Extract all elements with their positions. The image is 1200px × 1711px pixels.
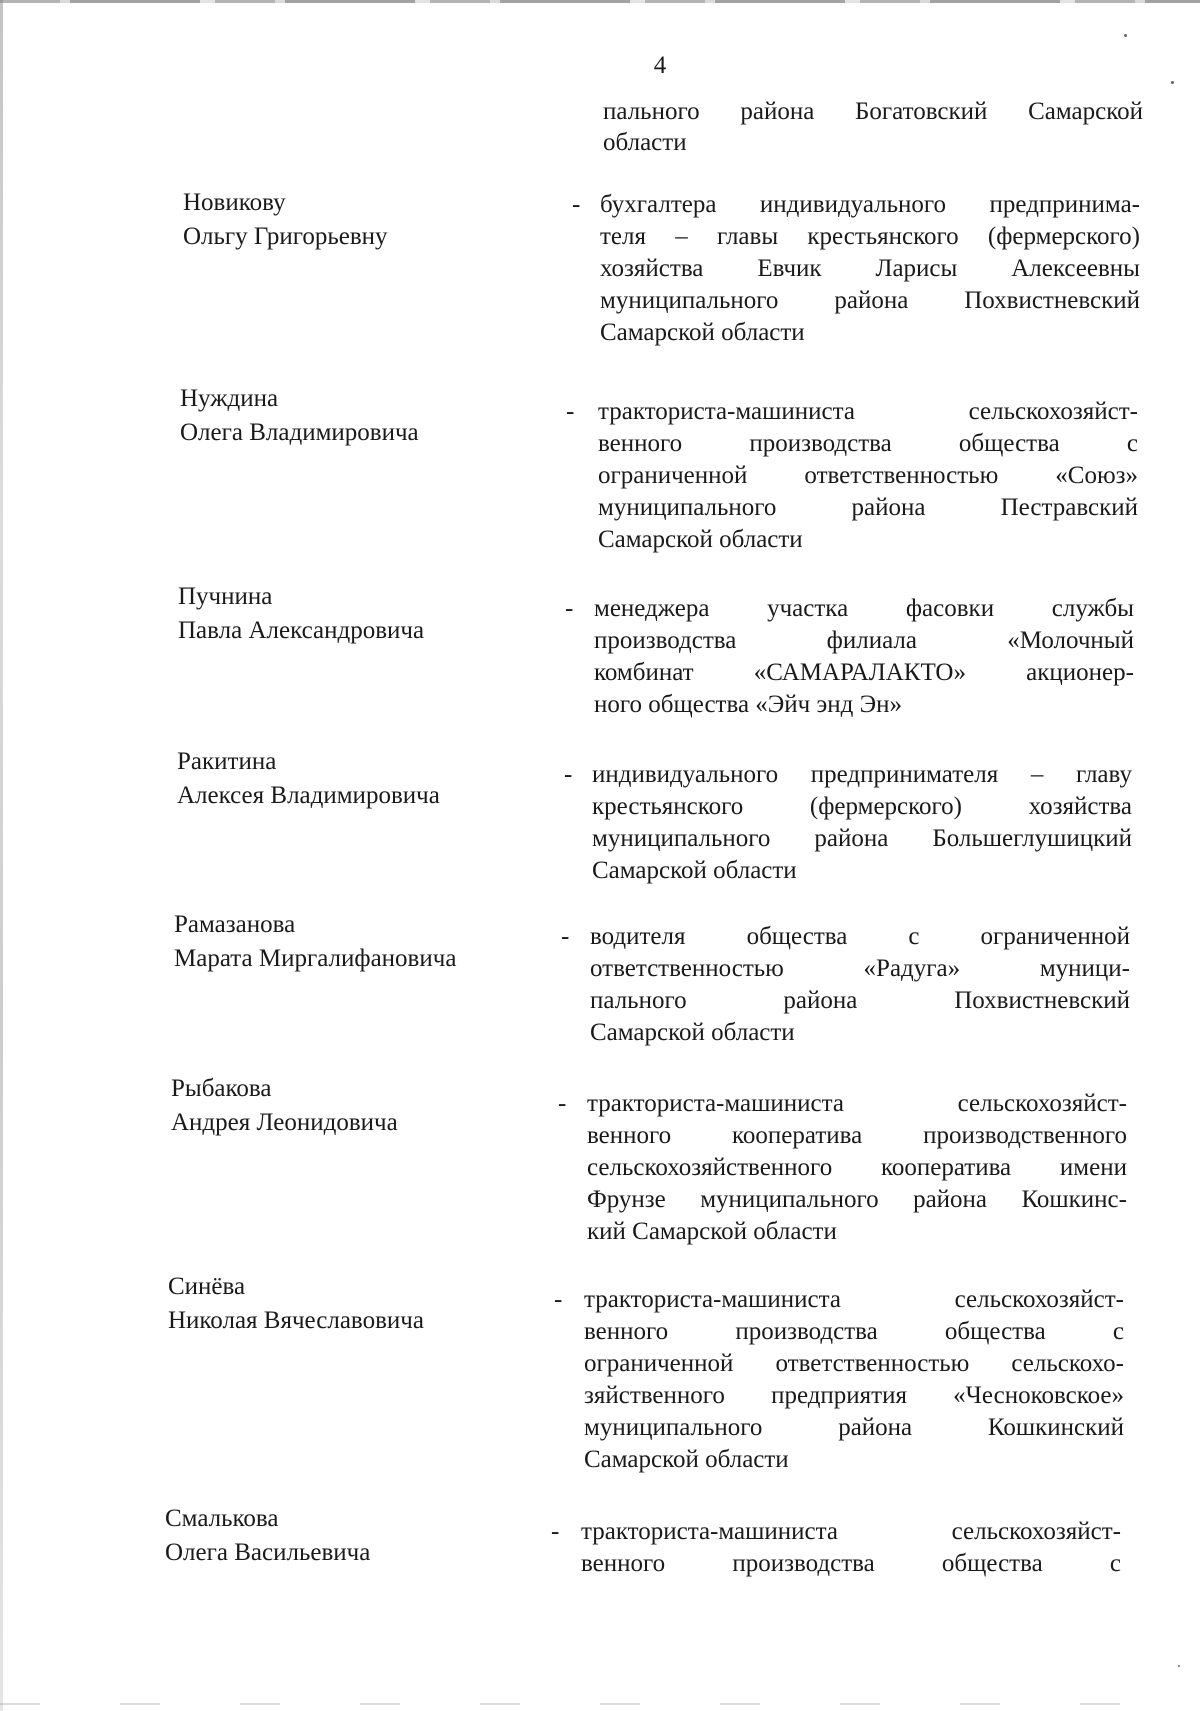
description-line [598, 428, 1138, 460]
description-line [594, 593, 1134, 625]
word: (фермерского) [809, 793, 962, 820]
scan-bottom-edge [0, 1703, 1200, 1705]
separator-dash: - [554, 1286, 563, 1313]
description-line [581, 1516, 1121, 1548]
person-given-names: Ольгу Григорьевну [183, 223, 388, 250]
word: производства [732, 1550, 875, 1577]
description-line: ного общества «Эйч энд Эн» [594, 691, 902, 718]
word: предпринимателя [810, 761, 999, 788]
word: венного [598, 430, 683, 457]
word: – [675, 223, 688, 250]
separator-dash: - [565, 595, 574, 622]
word: главу [1075, 761, 1132, 788]
word: сельскохозяйст- [968, 398, 1138, 425]
word: кооператива [880, 1154, 1012, 1181]
word: службы [1051, 595, 1134, 622]
position-description [581, 1516, 1121, 1580]
description-line: Самарской области [598, 526, 803, 553]
person-given-names: Марата Миргалифановича [174, 945, 457, 972]
person-surname: Рыбакова [171, 1075, 272, 1102]
word: Похвистневский [954, 987, 1130, 1014]
word: ограниченной [584, 1350, 734, 1377]
person-name [168, 1270, 424, 1338]
word: Кошкинский [987, 1414, 1124, 1441]
description-line [587, 1152, 1127, 1184]
word: района [838, 1414, 913, 1441]
word: теля [600, 223, 646, 250]
word: района [851, 494, 926, 521]
word: тракториста-машиниста [598, 398, 855, 425]
word: крестьянского [807, 223, 959, 250]
person-name [174, 908, 456, 976]
page-number: 4 [653, 52, 667, 79]
word: пального [590, 987, 687, 1014]
word: имени [1059, 1154, 1127, 1181]
scan-left-edge [0, 0, 3, 1711]
description-line [592, 791, 1132, 823]
description-line: Самарской области [584, 1446, 789, 1473]
word: сельскохозяйст- [951, 1518, 1121, 1545]
scan-speck [1171, 81, 1174, 84]
description-line [594, 657, 1134, 689]
word: Богатовский [855, 98, 988, 125]
person-given-names: Олега Владимировича [180, 419, 419, 446]
description-line [590, 985, 1130, 1017]
word: Евчик [757, 255, 822, 282]
description-line: Самарской области [590, 1019, 795, 1046]
word: пального [603, 98, 700, 125]
word: индивидуального [592, 761, 779, 788]
description-line: Самарской области [600, 319, 805, 346]
word: главы [716, 223, 779, 250]
description-line [590, 921, 1130, 953]
word: муниципального [584, 1414, 763, 1441]
word: района [814, 825, 889, 852]
word: крестьянского [592, 793, 744, 820]
position-description [590, 921, 1130, 1049]
word: производства [749, 430, 892, 457]
word: «Чесноковское» [953, 1382, 1124, 1409]
separator-dash: - [572, 191, 581, 218]
word: общества [944, 1318, 1046, 1345]
person-given-names: Алексея Владимировича [177, 782, 440, 809]
word: акционер- [1026, 659, 1134, 686]
word: Похвистневский [964, 287, 1140, 314]
position-description [600, 189, 1140, 349]
person-name [177, 745, 440, 813]
word: тракториста-машиниста [581, 1518, 838, 1545]
word: хозяйства [1028, 793, 1132, 820]
description-line [598, 396, 1138, 428]
word: индивидуального [759, 191, 947, 218]
word: муниципального [592, 825, 771, 852]
continued-description [603, 96, 1143, 158]
word: Самарской [1028, 98, 1143, 125]
word: ответственностью [775, 1350, 970, 1377]
person-surname: Пучнина [178, 583, 273, 610]
word: менеджера [594, 595, 710, 622]
word: района [834, 287, 909, 314]
person-surname: Ракитина [177, 748, 277, 775]
word: тракториста-машиниста [587, 1090, 844, 1117]
separator-dash: - [558, 1090, 567, 1117]
word: с [908, 923, 920, 950]
word: «Радуга» [863, 955, 961, 982]
word: с [1109, 1550, 1121, 1577]
description-line [594, 625, 1134, 657]
word: муниципального [598, 494, 777, 521]
person-surname: Рамазанова [174, 911, 296, 938]
word: водителя [590, 923, 686, 950]
word: венного [584, 1318, 669, 1345]
person-name [180, 382, 419, 450]
word: общества [958, 430, 1060, 457]
word: производственного [923, 1122, 1127, 1149]
word: участка [767, 595, 849, 622]
word: фасовки [905, 595, 995, 622]
description-line [587, 1184, 1127, 1216]
word: района [740, 98, 815, 125]
word: Алексеевны [1011, 255, 1140, 282]
word: сельскохо- [1011, 1350, 1124, 1377]
word: с [1112, 1318, 1124, 1345]
description-line [600, 221, 1140, 253]
person-surname: Новикову [183, 189, 286, 216]
description-line [600, 285, 1140, 317]
person-surname: Нуждина [180, 385, 279, 412]
word: общества [746, 923, 848, 950]
description-line [584, 1284, 1124, 1316]
description-line [581, 1548, 1121, 1580]
scan-top-edge [0, 0, 1200, 3]
word: сельскохозяйственного [587, 1154, 833, 1181]
word: «Молочный [1007, 627, 1134, 654]
scan-speck [1178, 1665, 1180, 1667]
description-line [584, 1380, 1124, 1412]
person-surname: Синёва [168, 1273, 246, 1300]
word: – [1030, 761, 1044, 788]
description-line: кий Самарской области [587, 1218, 837, 1245]
word: общества [941, 1550, 1043, 1577]
word: венного [581, 1550, 666, 1577]
word: производства [594, 627, 737, 654]
word: бухгалтера [600, 191, 717, 218]
person-name [183, 186, 388, 254]
word: хозяйства [600, 255, 704, 282]
word: ограниченной [598, 462, 748, 489]
word: с [1126, 430, 1138, 457]
description-line [584, 1412, 1124, 1444]
description-line [584, 1316, 1124, 1348]
person-surname: Смалькова [165, 1505, 279, 1532]
word: венного [587, 1122, 672, 1149]
word: ответственностью [590, 955, 784, 982]
description-line [600, 253, 1140, 285]
position-description [587, 1088, 1127, 1248]
word: муници- [1039, 955, 1130, 982]
description-line [592, 759, 1132, 791]
word: Пестравский [1000, 494, 1138, 521]
word: «Союз» [1055, 462, 1138, 489]
word: производства [735, 1318, 878, 1345]
description-line [592, 823, 1132, 855]
position-description [598, 396, 1138, 556]
word: кооператива [732, 1122, 863, 1149]
word: ответственностью [804, 462, 999, 489]
person-name [171, 1072, 398, 1140]
person-name [165, 1502, 370, 1570]
word: (фермерского) [987, 223, 1140, 250]
word: ограниченной [980, 923, 1130, 950]
word: комбинат [594, 659, 694, 686]
word: Большеглушицкий [932, 825, 1132, 852]
word: филиала [826, 627, 917, 654]
word: предпринима- [989, 191, 1140, 218]
person-given-names: Андрея Леонидовича [171, 1109, 398, 1136]
description-line [590, 953, 1130, 985]
person-given-names: Николая Вячеславовича [168, 1307, 424, 1334]
person-given-names: Павла Александровича [178, 617, 425, 644]
separator-dash: - [566, 398, 575, 425]
description-line [587, 1088, 1127, 1120]
word: Фрунзе [587, 1186, 666, 1213]
word: муниципального [600, 287, 779, 314]
scan-speck [1124, 34, 1127, 37]
position-description [592, 759, 1132, 887]
position-description [594, 593, 1134, 721]
word: сельскохозяйст- [954, 1286, 1124, 1313]
word: района [913, 1186, 988, 1213]
separator-dash: - [551, 1518, 560, 1545]
word: района [783, 987, 858, 1014]
description-line [584, 1348, 1124, 1380]
description-line: Самарской области [592, 857, 797, 884]
word: Кошкинс- [1021, 1186, 1127, 1213]
word: сельскохозяйст- [957, 1090, 1127, 1117]
person-given-names: Олега Васильевича [165, 1539, 371, 1566]
word: тракториста-машиниста [584, 1286, 841, 1313]
description-line [600, 189, 1140, 221]
description-line [598, 492, 1138, 524]
separator-dash: - [564, 761, 573, 788]
position-description [584, 1284, 1124, 1476]
word: «САМАРАЛАКТО» [753, 659, 966, 686]
description-line: области [603, 129, 687, 156]
description-line [598, 460, 1138, 492]
word: муниципального [700, 1186, 879, 1213]
person-name [178, 580, 424, 648]
word: Ларисы [875, 255, 958, 282]
description-line [587, 1120, 1127, 1152]
word: зяйственного [584, 1382, 725, 1409]
description-line [603, 96, 1143, 127]
separator-dash: - [561, 923, 570, 950]
word: предприятия [771, 1382, 907, 1409]
